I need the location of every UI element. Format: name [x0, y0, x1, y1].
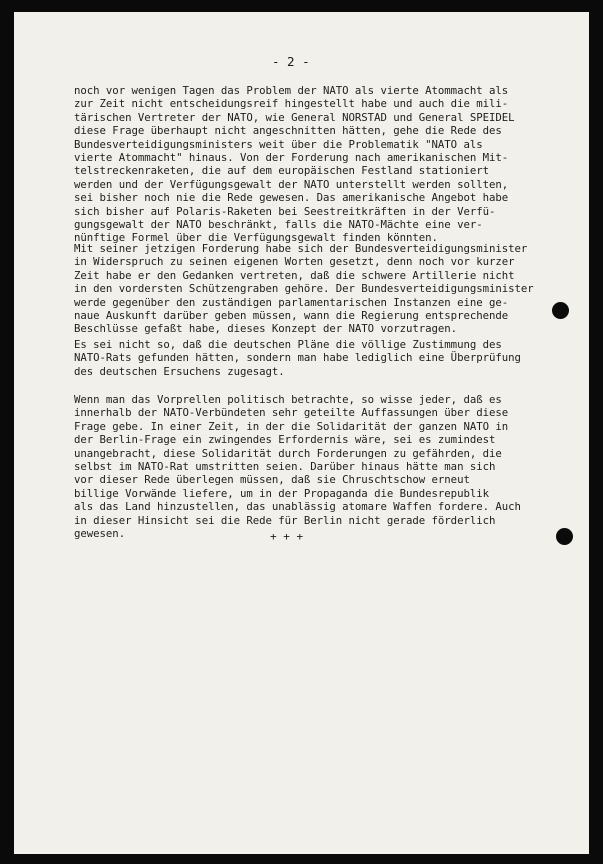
paragraph-4 — [74, 393, 554, 540]
punch-hole-upper — [552, 302, 569, 319]
text-line: Bundesverteidigungsministers weit über die Problematik "NATO als — [74, 137, 483, 151]
text-line: werden und der Verfügungsgewalt der NATO unterstellt werden sollten, — [74, 177, 509, 191]
paragraph-1 — [74, 84, 554, 245]
text-line: zur Zeit nicht entscheidungsreif hingestellt habe und auch die mili- — [74, 97, 509, 111]
text-line: diese Frage überhaupt nicht angeschnitten hätten, gehe die Rede des — [74, 124, 502, 138]
text-line: billige Vorwände liefere, um in der Propaganda die Bundesrepublik — [74, 486, 489, 500]
text-line: unangebracht, diese Solidarität durch Forderungen zu gefährden, die — [74, 446, 502, 460]
text-line: nünftige Formel über die Verfügungsgewalt finden könnten. — [74, 231, 438, 245]
text-line: der Berlin-Frage ein zwingendes Erfordernis wäre, sei es zumindest — [74, 433, 496, 447]
text-line: Zeit habe er den Gedanken vertreten, daß die schwere Artillerie nicht — [74, 268, 515, 282]
text-line: vierte Atommacht" hinaus. Von der Forderung nach amerikanischen Mit- — [74, 151, 509, 165]
text-line: des deutschen Ersuchens zugesagt. — [74, 364, 285, 378]
text-line: in den vordersten Schützengraben gehöre. Der Bundesverteidigungsminister — [74, 282, 534, 296]
document-page — [14, 12, 589, 854]
text-line: sich bisher auf Polaris-Raketen bei Seestreitkräften in der Verfü- — [74, 204, 496, 218]
end-mark: + + + — [270, 530, 304, 543]
text-line: tärischen Vertreter der NATO, wie General NORSTAD und General SPEIDEL — [74, 110, 515, 124]
text-line: telstreckenraketen, die auf dem europäischen Festland stationiert — [74, 164, 489, 178]
text-line: in dieser Hinsicht sei die Rede für Berlin nicht gerade förderlich — [74, 513, 496, 527]
text-line: sei bisher noch nie die Rede gewesen. Das amerikanische Angebot habe — [74, 191, 509, 205]
text-line: als das Land hinzustellen, das unablässig atomare Waffen fordere. Auch — [74, 500, 521, 514]
text-line: Wenn man das Vorprellen politisch betrachte, so wisse jeder, daß es — [74, 393, 502, 406]
paragraph-3 — [74, 338, 554, 378]
page-number: - 2 - — [272, 54, 310, 69]
text-line: Mit seiner jetzigen Forderung habe sich der Bundesverteidigungsminister — [74, 242, 528, 255]
text-line: Frage gebe. In einer Zeit, in der die Solidarität der ganzen NATO in — [74, 419, 509, 433]
text-line: vor dieser Rede überlegen müssen, daß sie Chruschtschow erneut — [74, 473, 470, 487]
text-line: in Widerspruch zu seinen eigenen Worten gesetzt, denn noch vor kurzer — [74, 255, 515, 269]
text-line: gungsgewalt der NATO beschränkt, falls die NATO-Mächte eine ver- — [74, 218, 483, 232]
text-line: NATO-Rats gefunden hätten, sondern man habe lediglich eine Überprüfung — [74, 351, 521, 365]
text-line: noch vor wenigen Tagen das Problem der NATO als vierte Atommacht als — [74, 84, 509, 97]
text-line: naue Auskunft darüber geben müssen, wann die Regierung entsprechende — [74, 309, 509, 323]
text-line: werde gegenüber den zuständigen parlamentarischen Instanzen eine ge- — [74, 295, 509, 309]
text-line: Beschlüsse gefaßt habe, dieses Konzept der NATO vorzutragen. — [74, 322, 458, 336]
punch-hole-lower — [556, 528, 573, 545]
text-line: gewesen. — [74, 527, 126, 541]
text-line: selbst im NATO-Rat umstritten seien. Darüber hinaus hätte man sich — [74, 460, 496, 474]
text-line: Es sei nicht so, daß die deutschen Pläne die völlige Zustimmung des — [74, 338, 502, 351]
paragraph-2 — [74, 242, 554, 336]
text-line: innerhalb der NATO-Verbündeten sehr geteilte Auffassungen über diese — [74, 406, 509, 420]
